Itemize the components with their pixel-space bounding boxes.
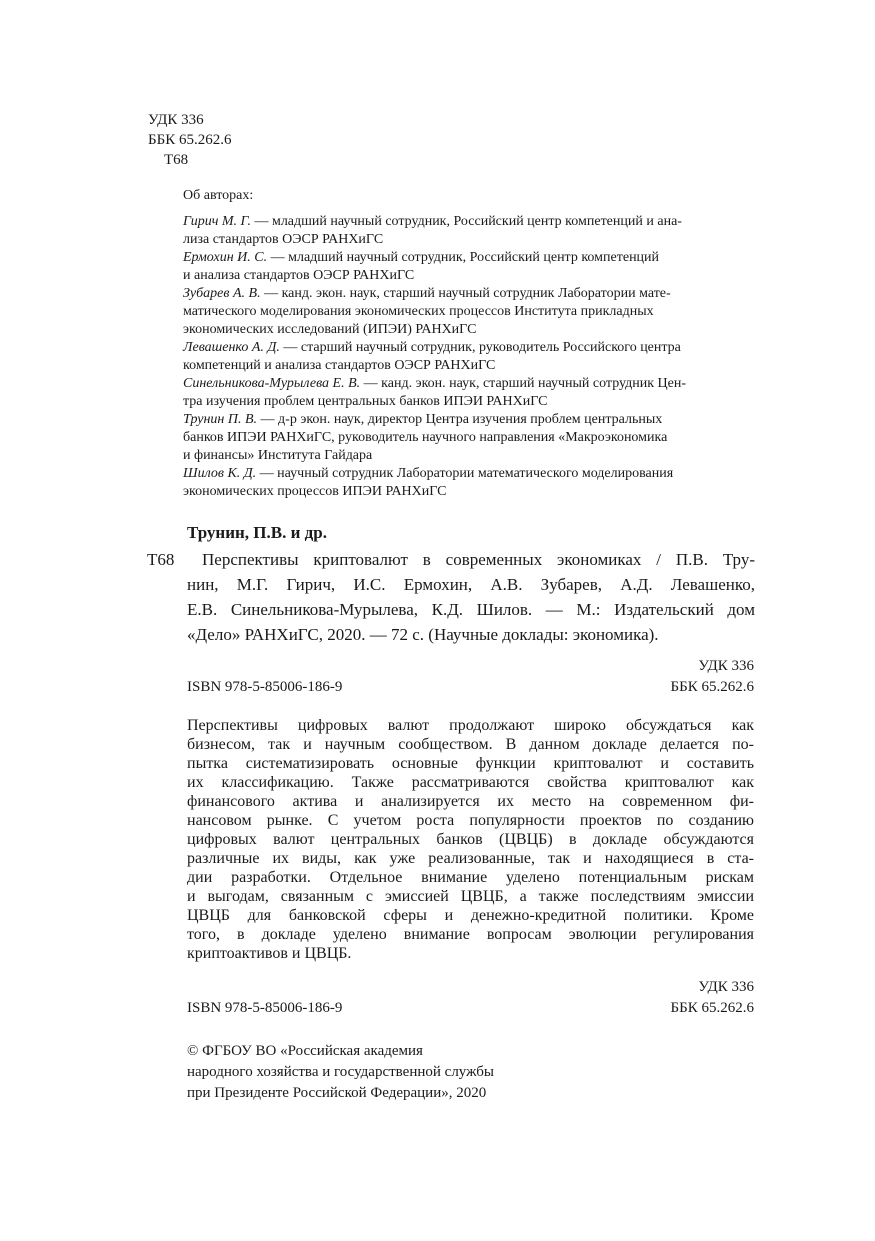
author-line: лиза стандартов ОЭСР РАНХиГС <box>183 232 384 247</box>
author-line: матического моделирования экономических процессов Института прикладных <box>183 304 654 319</box>
abstract-line: их классификацию. Также рассматриваются свойства криптовалют как <box>187 774 754 791</box>
author-entry <box>183 465 755 501</box>
bibliography-line-1 <box>202 547 755 572</box>
abstract-line: того, в докладе уделено внимание вопросам эволюции регулирования <box>187 926 754 943</box>
author-entry <box>183 249 755 285</box>
author-line <box>183 411 755 429</box>
author-line <box>183 375 755 393</box>
author-desc: — младший научный сотрудник, Российский центр компетенций и ана- <box>250 214 682 229</box>
abstract-line: пытка систематизировать основные функции криптовалют и составить <box>187 755 754 772</box>
isbn2-isbn: ISBN 978-5-85006-186-9 <box>187 1000 343 1016</box>
author-name: Трунин П. В. <box>183 412 258 427</box>
header-bbk: ББК 65.262.6 <box>148 132 232 148</box>
author-line: компетенций и анализа стандартов ОЭСР РАНХиГС <box>183 358 496 373</box>
bib-text-4: «Дело» РАНХиГС, 2020. — 72 с. (Научные доклады: экономика). <box>187 625 659 644</box>
bib-text-2: нин, М.Г. Гирич, И.С. Ермохин, А.В. Зубарев, А.Д. Левашенко, <box>187 575 755 594</box>
author-entry <box>183 285 755 339</box>
author-entry <box>183 213 755 249</box>
copyright-line-1: © ФГБОУ ВО «Российская академия <box>187 1043 423 1059</box>
author-name: Синельникова-Мурылева Е. В. <box>183 376 361 391</box>
abstract-line: криптоактивов и ЦВЦБ. <box>187 945 352 962</box>
author-name: Зубарев А. В. <box>183 286 261 301</box>
abstract-line: Перспективы цифровых валют продолжают широко обсуждаться как <box>187 717 754 734</box>
author-line <box>183 465 755 483</box>
author-line: и анализа стандартов ОЭСР РАНХиГС <box>183 268 415 283</box>
author-name: Левашенко А. Д. <box>183 340 280 355</box>
copyright-line-3: при Президенте Российской Федерации», 2020 <box>187 1085 487 1101</box>
abstract-line: различные их виды, как уже реализованные, так и находящиеся в ста- <box>187 850 754 867</box>
author-name: Шилов К. Д. <box>183 466 257 481</box>
author-line <box>183 249 755 267</box>
abstract <box>187 716 754 963</box>
bibliography-heading: Трунин, П.В. и др. <box>187 523 327 542</box>
isbn1-bbk: ББК 65.262.6 <box>670 679 754 695</box>
author-desc: — младший научный сотрудник, Российский центр компетенций <box>267 250 660 265</box>
isbn1-udk: УДК 336 <box>698 658 754 674</box>
author-entry <box>183 339 755 375</box>
bib-text-3: Е.В. Синельникова-Мурылева, К.Д. Шилов. — М.: Издательский дом <box>187 600 755 619</box>
copyright <box>187 1041 494 1104</box>
author-desc: — д-р экон. наук, директор Центра изучения проблем центральных <box>257 412 663 427</box>
bib-text-1: Перспективы криптовалют в современных экономиках / П.В. Тру- <box>202 550 755 569</box>
author-entry <box>183 411 755 465</box>
copyright-line-2: народного хозяйства и государственной службы <box>187 1064 494 1080</box>
header-author-mark: Т68 <box>164 152 189 168</box>
bibliography-body <box>187 572 755 647</box>
abstract-line: финансового актива и анализируется их место на современном фи- <box>187 793 754 810</box>
abstract-line: нансовом рынке. С учетом роста популярности проектов по созданию <box>187 812 754 829</box>
author-desc: — научный сотрудник Лаборатории математического моделирования <box>256 466 674 481</box>
abstract-line: и выгодам, связанным с эмиссией ЦВЦБ, а также последствиям эмиссии <box>187 888 754 905</box>
author-line: и финансы» Института Гайдара <box>183 448 373 463</box>
abstract-line: бизнесом, так и научным сообществом. В данном докладе делается по- <box>187 736 754 753</box>
header-udk: УДК 336 <box>148 112 204 128</box>
author-name: Ермохин И. С. <box>183 250 268 265</box>
author-desc: — канд. экон. наук, старший научный сотрудник Лаборатории мате- <box>260 286 671 301</box>
author-line: экономических исследований (ИПЭИ) РАНХиГС <box>183 322 477 337</box>
author-name: Гирич М. Г. <box>183 214 251 229</box>
author-line <box>183 339 755 357</box>
authors-list <box>183 213 755 501</box>
isbn2-bbk: ББК 65.262.6 <box>670 1000 754 1016</box>
author-desc: — старший научный сотрудник, руководитель Российского центра <box>279 340 681 355</box>
author-line: экономических процессов ИПЭИ РАНХиГС <box>183 484 447 499</box>
isbn2-udk: УДК 336 <box>698 979 754 995</box>
author-line: тра изучения проблем центральных банков ИПЭИ РАНХиГС <box>183 394 548 409</box>
author-line: банков ИПЭИ РАНХиГС, руководитель научного направления «Макроэкономика <box>183 430 668 445</box>
author-desc: — канд. экон. наук, старший научный сотрудник Цен- <box>360 376 687 391</box>
abstract-line: ЦВЦБ для банковской сферы и денежно-кредитной политики. Кроме <box>187 907 754 924</box>
author-entry <box>183 375 755 411</box>
authors-title: Об авторах: <box>183 188 254 203</box>
isbn1-isbn: ISBN 978-5-85006-186-9 <box>187 679 343 695</box>
bibliography-mark: Т68 <box>147 550 175 569</box>
abstract-line: цифровых валют центральных банков (ЦВЦБ) в докладе обсуждаются <box>187 831 754 848</box>
author-line <box>183 213 755 231</box>
author-line <box>183 285 755 303</box>
abstract-line: дии разработки. Отдельное внимание уделено потенциальным рискам <box>187 869 754 886</box>
